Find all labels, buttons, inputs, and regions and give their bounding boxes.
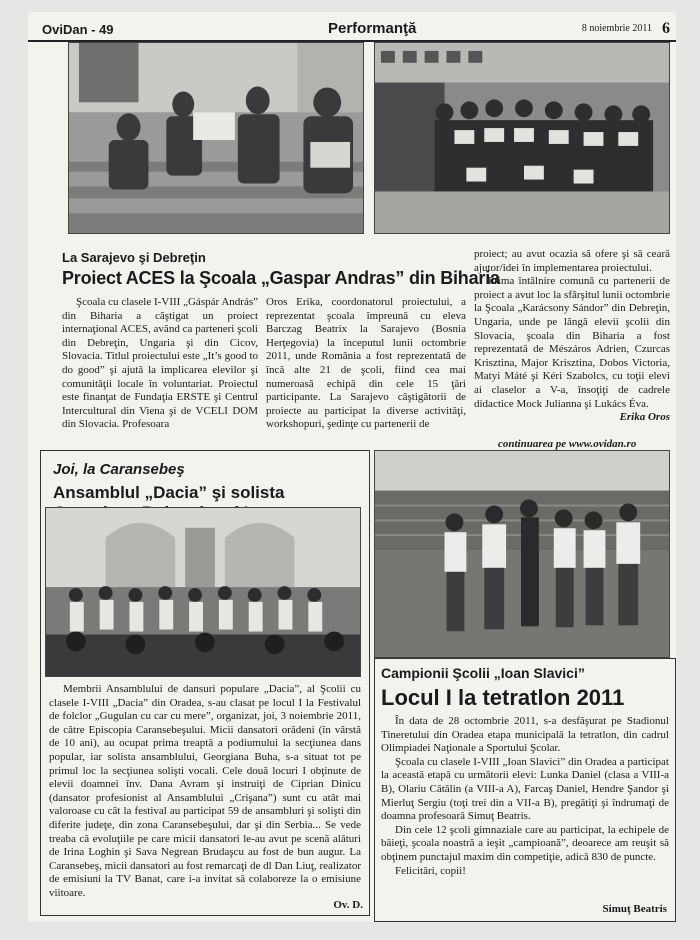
article1-column2 (266, 296, 466, 432)
page-header (28, 20, 676, 42)
photo-classroom-group (374, 42, 670, 234)
article2-kicker: Joi, la Caransebeş (53, 461, 185, 478)
newspaper-page (28, 12, 676, 922)
article1-col2-text: Oros Erika, coordonatorul proiectului, a reprezentat şcoala împreună cu eleva Barczag Beatrix la Sarajevo (Bosnia Herţegovia) la începutul lunii octombrie 2011, unde România a fost reprezentată de încă alte 21 de şcoli, fiind cea mai numeroasă echipă din cele 15 ţări participante. La Sarajevo câştigătorii de proiecte au participat la diverse activităţi, workshopuri, şedinţe cu partenerii de (266, 296, 466, 431)
article3-p1: În data de 28 octombrie 2011, s-a desfăşurat pe Stadionul Tineretului din Oradea etapa municipală la tetratlon, din cadrul Olimpiadei Naţionale a Sportului Şcolar. (381, 715, 669, 755)
article3-body (381, 715, 669, 878)
article1-col3b-text: Prima întâlnire comună cu partenerii de proiect a avut loc la sfârşitul lunii octombrie la Şcoala „Karácsony Sándor” din Debreţin, Ungaria, unde pe lângă elevii şcolii din Slovacia, şcoala din Biharia a fost reprezentată de Mészáros Adrien, Czurcas Krisztina, Major Krisztina, Dobos Victoria, Matyi Máté şi Kéri Szabolcs, cu toţii elevi ai claselor a V-a, însoţiţi de cadrele didactice Mock Julianna şi Lukács Éva. (474, 275, 670, 410)
article1-signature: Erika Oros (619, 411, 670, 424)
issue-date: 8 noiembrie 2011 (581, 23, 652, 34)
publication-issue: OviDan - 49 (42, 22, 114, 37)
photo-tetrathlon-team (374, 450, 670, 658)
article1-col3a-text: proiect; au avut ocazia să ofere şi să ceară ajutor/idei în implementarea proiectului. (474, 248, 670, 274)
article3-title: Locul I la tetratlon 2011 (381, 685, 625, 710)
article2-body-text: Membrii Ansamblului de dansuri populare „Dacia”, al Şcolii cu clasele I-VIII „Dacia” din Oradea, s-au clasat pe locul I la Festivalul de folclor „Gugulan cu car cu mere”, organizat, joi, 3 noiembrie 2011, de către Episcopia Caransebeşului. Micii dansatori orădeni (în vârstă de 10 ani), au ocupat prima treaptă a podiumului la secţiunea dans popular, iar solista ansamblului, Georgiana Buha, s-a situat tot pe primul loc la secţiunea solişti vocali. Cele două locuri I obţinute de elevii doamnei înv. Dana Avram şi instruiţi de Ciprian Dinicu (dansator profesionist al Ansamblului „Crişana”) sunt cu atât mai valoroase cu cât la festival au participat 59 de ansambluri şi solişti din diferite judeţe, din zona Caransebeşului, dar şi din Serbia... Se vede treaba că evoluţiile pe care micii dansatori le-au avut pe scenă alături de Irina Loghin şi Sava Negrean Brudaşcu au fost de bun augur. La Caransebeş, micii dansatori au fost remarcaţi de dl Dan Liuţ, realizator de emisiuni la TV Banat, care i-a invitat să colaboreze la o emisiune viitoare. (49, 683, 361, 899)
section-title: Performanţă (328, 20, 417, 37)
article3-box (374, 658, 676, 922)
article1-kicker: La Sarajevo şi Debreţin (62, 250, 206, 265)
article2-title: Ansamblul „Dacia” şi solista (53, 483, 285, 502)
article1-column1 (62, 296, 258, 432)
article1-column3 (474, 248, 670, 425)
page-number: 6 (662, 20, 670, 37)
article3-kicker: Campionii Şcolii „Ioan Slavici” (381, 665, 585, 681)
article2-body (49, 683, 361, 901)
continuation-link[interactable]: continuarea pe www.ovidan.ro (498, 438, 637, 450)
article3-p3: Din cele 12 şcoli gimnaziale care au participat, la echipele de băieţi, şcoala noastră a ieşit „campioană”, deoarece am reuşit să obţinem punctajul maxim din competiţie, adică 830 de puncte. (381, 823, 669, 863)
article3-p2: Şcoala cu clasele I-VIII „Ioan Slavici” din Oradea a participat la această etapă cu următorii elevi: Lunka Daniel (clasa a VIII-a B), Olariu Cătălin (a VIII-a A), Farcaş Daniel, Hendre Şandor şi Mierluţ Sergiu (toţi trei din a VII-a B), pregătiţi şi îndrumaţi de doamna profesoară Simuţ Beatris. (381, 755, 669, 823)
photo-students-steps (68, 42, 364, 234)
article1-col1-text: Şcoala cu clasele I-VIII „Gáspár András” din Biharia a câştigat un proiect internaţional ACES, având ca parteneri şcoli din Debreţin, Ungaria şi din Cicov, Slovacia. Titlul proiectului este „It’s good to do good” şi ajută la implicarea elevilor şi comunităţii locale în voluntariat. Proiectul este finanţat de Fundaţia ERSTE şi Centrul Intercultural din Viena şi de VCELI DOM din Slovacia. Profesoara (62, 296, 258, 431)
article1-title: Proiect ACES la Şcoala „Gaspar Andras” din Biharia (62, 268, 500, 288)
photo-dance-ensemble (45, 507, 361, 677)
article2-box (40, 450, 370, 916)
article3-signature: Simuţ Beatris (602, 903, 667, 915)
article2-signature: Ov. D. (333, 899, 363, 911)
article3-p4: Felicitări, copii! (395, 864, 466, 877)
